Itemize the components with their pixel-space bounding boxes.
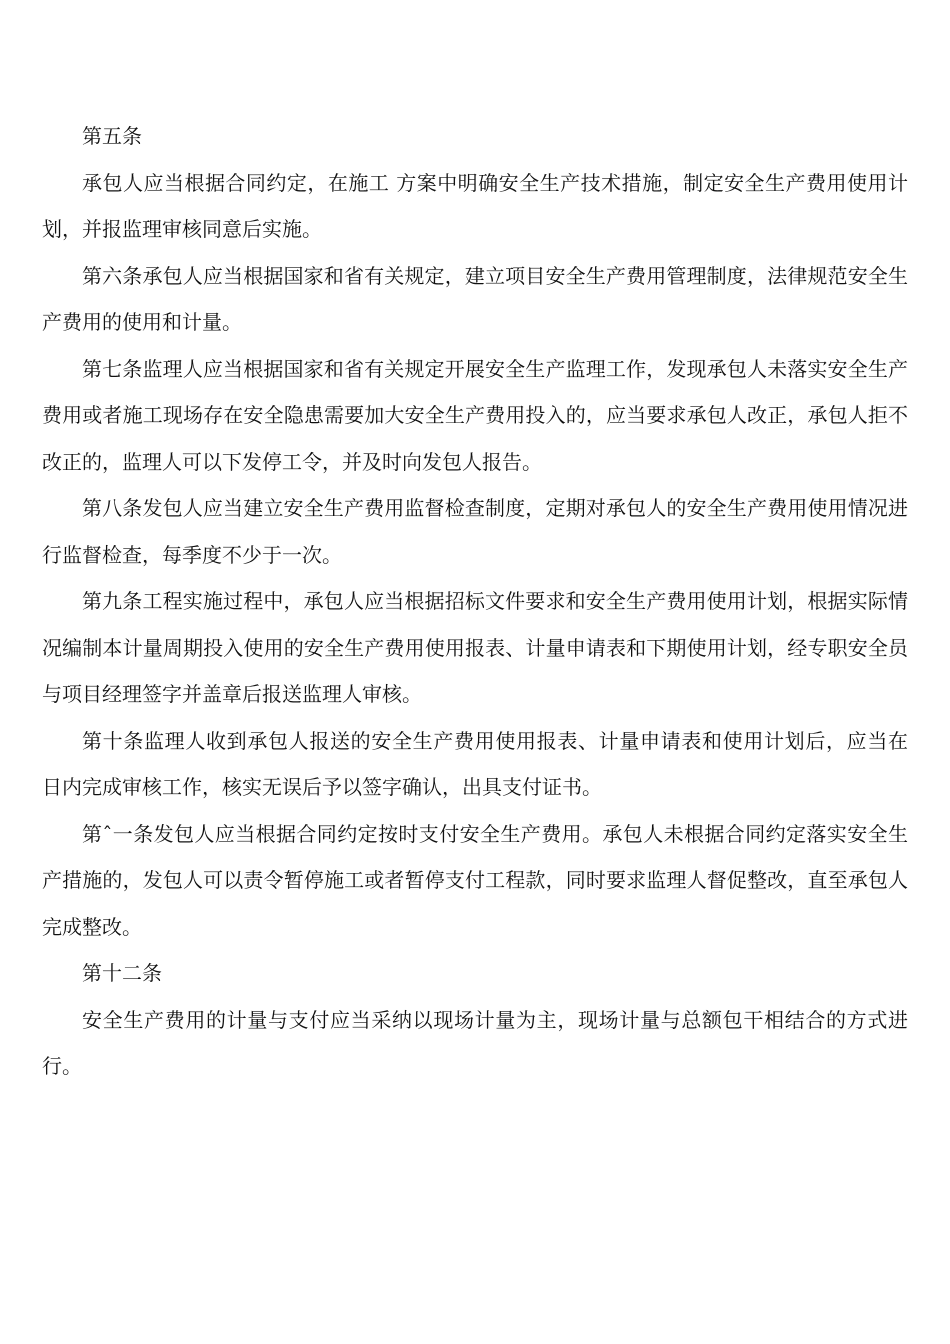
document-page (42, 113, 908, 1090)
article-12-heading: 第十二条 (82, 961, 162, 985)
article-6: 第六条承包人应当根据国家和省有关规定，建立项目安全生产费用管理制度，法律规范安全生产费用的使用和计量。 (42, 263, 908, 334)
article-5-body: 承包人应当根据合同约定，在施工 方案中明确安全生产技术措施，制定安全生产费用使用计划，并报监理审核同意后实施。 (42, 170, 908, 241)
article-11: 第ˆ一条发包人应当根据合同约定按时支付安全生产费用。承包人未根据合同约定落实安全生产措施的，发包人可以责令暂停施工或者暂停支付工程款，同时要求监理人督促整改，直至承包人完成整改。 (42, 821, 908, 939)
article-8: 第八条发包人应当建立安全生产费用监督检查制度，定期对承包人的安全生产费用使用情况进行监督检查，每季度不少于一次。 (42, 496, 908, 567)
article-9: 第九条工程实施过程中，承包人应当根据招标文件要求和安全生产费用使用计划，根据实际情况编制本计量周期投入使用的安全生产费用使用报表、计量申请表和下期使用计划，经专职安全员与项目经理签字并盖章后报送监理人审核。 (42, 589, 908, 706)
article-10: 第十条监理人收到承包人报送的安全生产费用使用报表、计量申请表和使用计划后，应当在 日内完成审核工作，核实无误后予以签字确认，出具支付证书。 (42, 728, 908, 799)
article-12-body: 安全生产费用的计量与支付应当采纳以现场计量为主，现场计量与总额包干相结合的方式进行。 (42, 1007, 908, 1078)
article-7: 第七条监理人应当根据国家和省有关规定开展安全生产监理工作，发现承包人未落实安全生产费用或者施工现场存在安全隐患需要加大安全生产费用投入的，应当要求承包人改正，承包人拒不改正的，监理人可以下发停工令，并及时向发包人报告。 (42, 356, 908, 474)
article-5-heading: 第五条 (82, 124, 142, 148)
